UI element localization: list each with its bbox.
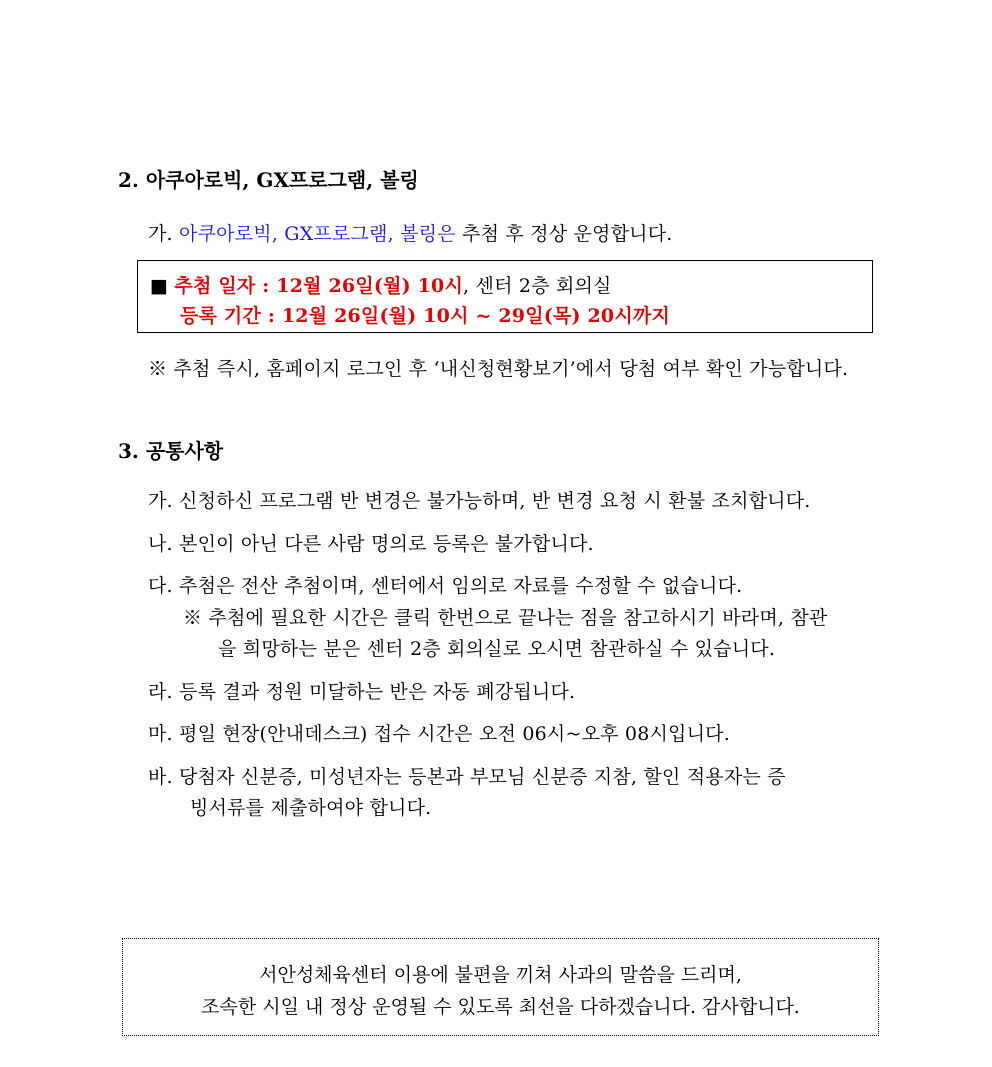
common-item: 라. 등록 결과 정원 미달하는 반은 자동 폐강됩니다. <box>148 681 576 703</box>
section2-heading: 2. 아쿠아로빅, GX프로그램, 볼링 <box>118 168 419 192</box>
common-item: 다. 추첨은 전산 추첨이며, 센터에서 임의로 자료를 수정할 수 없습니다. <box>148 575 743 597</box>
common-item: 바. 당첨자 신분증, 미성년자는 등본과 부모님 신분증 지참, 할인 적용자는 증 <box>148 766 786 788</box>
common-item: 가. 신청하신 프로그램 반 변경은 불가능하며, 반 변경 요청 시 환불 조치합니다. <box>148 490 811 512</box>
common-item-note: ※ 추첨에 필요한 시간은 클릭 한번으로 끝나는 점을 참고하시기 바라며, 참관 <box>183 607 828 629</box>
schedule-line-2 <box>180 301 670 328</box>
draw-location: , 센터 2층 회의실 <box>463 275 612 297</box>
item-text: 추첨 후 정상 운영합니다. <box>462 223 673 245</box>
section2-note: ※ 추첨 즉시, 홈페이지 로그인 후 ‘내신청현황보기’에서 당첨 여부 확인 가능합니다. <box>148 358 849 380</box>
apology-notice-box <box>122 938 879 1036</box>
schedule-line-1 <box>150 271 612 298</box>
item-marker: 가. <box>148 223 173 245</box>
square-bullet-icon: ■ <box>150 275 169 297</box>
common-item: 마. 평일 현장(안내데스크) 접수 시간은 오전 06시~오후 08시입니다. <box>148 723 730 745</box>
section2-item-ga <box>148 219 673 246</box>
registration-period: 등록 기간 : 12월 26일(월) 10시 ~ 29일(목) 20시까지 <box>180 305 671 327</box>
common-item-cont: 빙서류를 제출하여야 합니다. <box>190 797 432 819</box>
common-item-note-cont: 을 희망하는 분은 센터 2층 회의실로 오시면 참관하실 수 있습니다. <box>218 638 776 660</box>
highlighted-programs: 아쿠아로빅, GX프로그램, 볼링은 <box>179 223 456 245</box>
common-item: 나. 본인이 아닌 다른 사람 명의로 등록은 불가합니다. <box>148 533 594 555</box>
notice-line-2: 조속한 시일 내 정상 운영될 수 있도록 최선을 다하겠습니다. 감사합니다. <box>201 996 800 1018</box>
schedule-box <box>137 260 873 333</box>
section3-heading: 3. 공통사항 <box>118 439 224 463</box>
notice-line-1: 서안성체육센터 이용에 불편을 끼쳐 사과의 말씀을 드리며, <box>259 964 742 986</box>
draw-date: 추첨 일자 : 12월 26일(월) 10시 <box>174 275 464 297</box>
